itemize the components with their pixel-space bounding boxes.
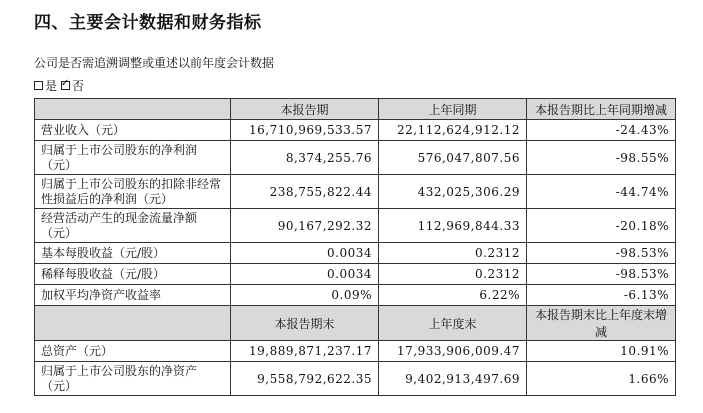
row-label: 加权平均净资产收益率 — [35, 285, 231, 306]
change-value: -98.53% — [527, 264, 676, 285]
current-value: 90,167,292.32 — [231, 209, 379, 243]
table-header-row — [35, 99, 676, 120]
table-header-row — [35, 306, 676, 341]
option-yes[interactable] — [34, 77, 57, 94]
row-label: 归属于上市公司股东的净利润（元） — [35, 141, 231, 175]
prior-value: 576,047,807.56 — [379, 141, 527, 175]
prior-value: 112,969,844.33 — [379, 209, 527, 243]
change-value: -20.18% — [527, 209, 676, 243]
prior-value: 0.2312 — [379, 264, 527, 285]
column-header: 上年同期 — [379, 99, 527, 120]
change-value: -6.13% — [527, 285, 676, 306]
row-label: 经营活动产生的现金流量净额（元） — [35, 209, 231, 243]
change-value: -98.55% — [527, 141, 676, 175]
current-value: 0.0034 — [231, 264, 379, 285]
option-no[interactable] — [61, 77, 84, 94]
row-label: 总资产（元） — [35, 341, 231, 362]
row-label: 归属于上市公司股东的扣除非经常性损益后的净利润（元） — [35, 175, 231, 209]
prior-value: 9,402,913,497.69 — [379, 362, 527, 396]
prior-value: 0.2312 — [379, 243, 527, 264]
column-header: 本报告期末 — [231, 306, 379, 341]
table-row — [35, 362, 676, 396]
prior-value: 17,933,906,009.47 — [379, 341, 527, 362]
table-row — [35, 209, 676, 243]
current-value: 238,755,822.44 — [231, 175, 379, 209]
column-header — [35, 306, 231, 341]
row-label: 归属于上市公司股东的净资产（元） — [35, 362, 231, 396]
change-value: 1.66% — [527, 362, 676, 396]
prior-value: 6.22% — [379, 285, 527, 306]
table-row — [35, 264, 676, 285]
table-row — [35, 175, 676, 209]
section-heading: 四、主要会计数据和财务指标 — [34, 13, 262, 33]
financial-indicators-table — [34, 98, 676, 396]
table-row — [35, 341, 676, 362]
row-label: 稀释每股收益（元/股） — [35, 264, 231, 285]
current-value: 16,710,969,533.57 — [231, 120, 379, 141]
change-value: 10.91% — [527, 341, 676, 362]
row-label: 基本每股收益（元/股） — [35, 243, 231, 264]
table-row — [35, 141, 676, 175]
current-value: 19,889,871,237.17 — [231, 341, 379, 362]
restatement-options — [34, 77, 88, 94]
change-value: -24.43% — [527, 120, 676, 141]
column-header — [35, 99, 231, 120]
change-value: -44.74% — [527, 175, 676, 209]
current-value: 0.09% — [231, 285, 379, 306]
column-header: 本报告期末比上年度末增减 — [527, 306, 676, 341]
restatement-question: 公司是否需追溯调整或重述以前年度会计数据 — [34, 56, 275, 70]
table-row — [35, 243, 676, 264]
prior-value: 432,025,306.29 — [379, 175, 527, 209]
current-value: 8,374,255.76 — [231, 141, 379, 175]
option-no-label: 否 — [72, 79, 85, 93]
prior-value: 22,112,624,912.12 — [379, 120, 527, 141]
change-value: -98.53% — [527, 243, 676, 264]
checkbox-checked-icon[interactable] — [61, 81, 70, 90]
column-header: 上年度末 — [379, 306, 527, 341]
current-value: 0.0034 — [231, 243, 379, 264]
table-row — [35, 285, 676, 306]
table-row — [35, 120, 676, 141]
checkbox-unchecked-icon[interactable] — [34, 81, 43, 90]
column-header: 本报告期 — [231, 99, 379, 120]
current-value: 9,558,792,622.35 — [231, 362, 379, 396]
option-yes-label: 是 — [45, 79, 58, 93]
column-header: 本报告期比上年同期增减 — [527, 99, 676, 120]
row-label: 营业收入（元） — [35, 120, 231, 141]
